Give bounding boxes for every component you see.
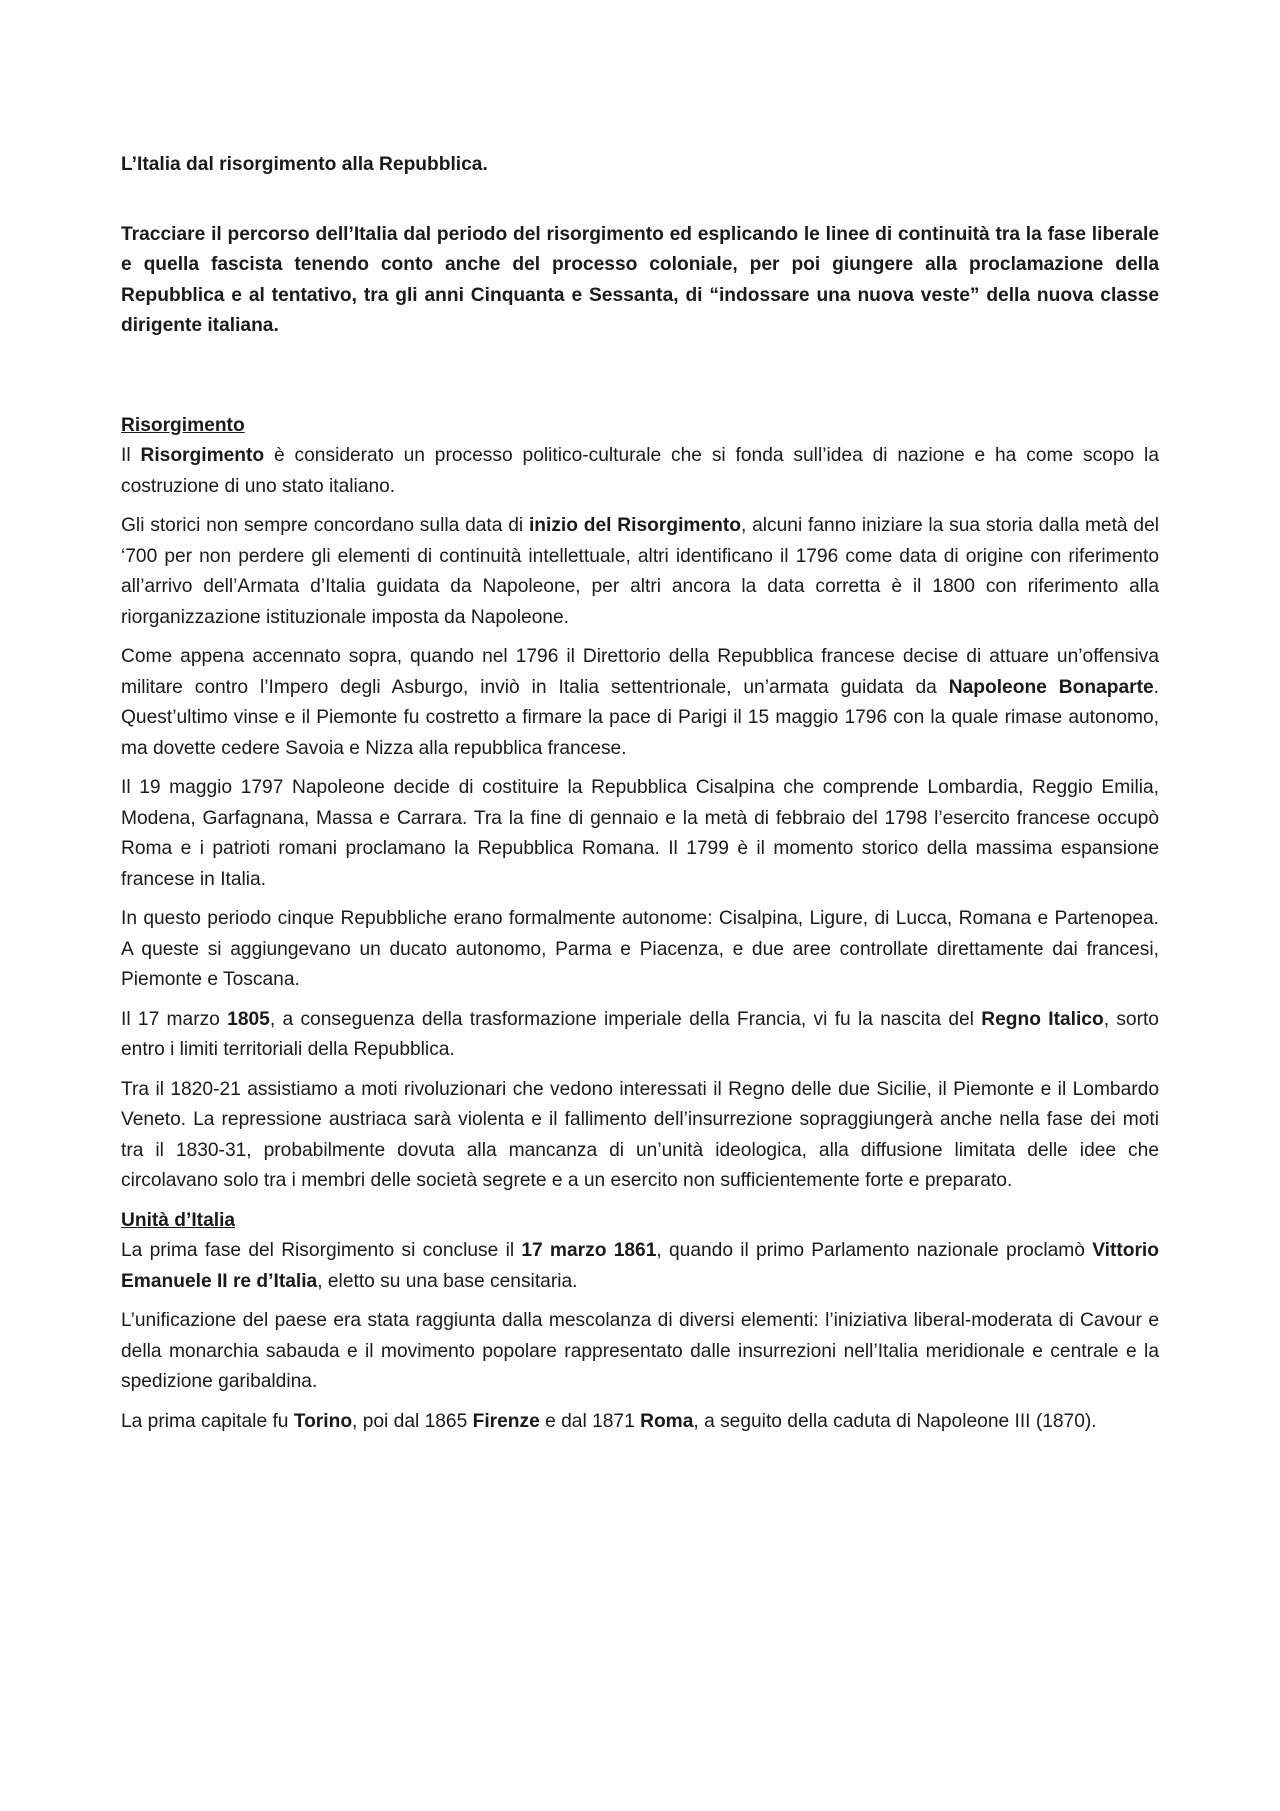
text-run: La prima capitale fu xyxy=(121,1410,294,1432)
text-run: L’unificazione del paese era stata raggiunta dalla mescolanza di diversi elementi: l’iniziativa liberal-moderata di Cavour e della monarchia sabauda e il movimento popolare rappresentato dalle insurrezioni nell’Italia meridionale e centrale e la spedizione garibaldina. xyxy=(121,1310,1159,1392)
text-run: , poi dal 1865 xyxy=(352,1410,473,1432)
text-run: La prima fase del Risorgimento si concluse il xyxy=(121,1240,522,1261)
bold-text: Regno Italico xyxy=(981,1008,1104,1030)
bold-text: 17 marzo 1861 xyxy=(521,1240,657,1261)
text-run: Il 19 maggio 1797 Napoleone decide di costituire la Repubblica Cisalpina che comprende Lombardia, Reggio Emilia, Modena, Garfagnana, Massa e Carrara. Tra la fine di gennaio e la metà di febbraio del 1798 l’esercito francese occupò Roma e i patrioti romani proclamano la Repubblica Romana. Il 1799 è il momento storico della massima espansione francese in Italia. xyxy=(121,777,1159,890)
document-intro: Tracciare il percorso dell’Italia dal periodo del risorgimento ed esplicando le linee di continuità tra la fase liberale e quella fascista tenendo conto anche del processo coloniale, per poi giungere alla proclamazione della Repubblica e al tentativo, tra gli anni Cinquanta e Sessanta, di “indossare una nuova veste” della nuova classe dirigente italiana. xyxy=(121,223,1159,336)
text-run: , alcuni fanno iniziare la sua storia dalla metà del ‘700 per non perdere gli elementi di continuità intellettuale, altri identificano il 1796 come data di origine con riferimento all’arrivo dell’Armata d’Italia guidata da Napoleone, per altri ancora la data corretta è il 1800 con riferimento alla riorganizzazione istituzionale imposta da Napoleone. xyxy=(121,515,1159,628)
section-heading: Unità d’Italia xyxy=(121,1209,236,1231)
text-run: , sorto entro i limiti territoriali della Repubblica. xyxy=(121,1008,1159,1060)
bold-text: Torino xyxy=(293,1410,353,1432)
paragraph xyxy=(121,441,1159,502)
section-risorgimento xyxy=(121,411,1159,1197)
text-run: e dal 1871 xyxy=(539,1410,641,1432)
section-body xyxy=(121,1236,1159,1437)
text-run: In questo periodo cinque Repubbliche erano formalmente autonome: Cisalpina, Ligure, di Lucca, Romana e Partenopea. A queste si aggiungevano un ducato autonomo, Parma e Piacenza, e due aree controllate direttamente dai francesi, Piemonte e Toscana. xyxy=(121,908,1159,990)
text-run: Il xyxy=(121,445,141,466)
text-run: , quando il primo Parlamento nazionale proclamò xyxy=(656,1240,1093,1261)
bold-text: Risorgimento xyxy=(140,445,265,466)
text-run: , eletto su una base censitaria. xyxy=(317,1270,578,1292)
bold-text: Firenze xyxy=(472,1410,540,1432)
paragraph xyxy=(121,1236,1159,1297)
text-run: è considerato un processo politico-culturale che si fonda sull’idea di nazione e ha come scopo la costruzione di uno stato italiano. xyxy=(121,445,1159,497)
text-run: Come appena accennato sopra, quando nel 1796 il Direttorio della Repubblica francese decise di attuare un’offensiva militare contro l’Impero degli Asburgo, inviò in Italia settentrionale, un’armata guidata da xyxy=(121,646,1159,698)
bold-text: Roma xyxy=(640,1410,694,1432)
text-run: , a seguito della caduta di Napoleone III (1870). xyxy=(693,1410,1097,1432)
section-body xyxy=(121,441,1159,1197)
text-run: Il 17 marzo xyxy=(121,1008,228,1030)
paragraph xyxy=(121,511,1159,633)
text-run: , a conseguenza della trasformazione imperiale della Francia, vi fu la nascita del xyxy=(269,1008,982,1030)
bold-text: Napoleone Bonaparte xyxy=(948,676,1154,698)
text-run: . Quest’ultimo vinse e il Piemonte fu costretto a firmare la pace di Parigi il 15 maggio 1796 con la quale rimase autonomo, ma dovette cedere Savoia e Nizza alla repubblica francese. xyxy=(121,676,1159,759)
bold-text: 1805 xyxy=(227,1008,270,1030)
text-run: Tra il 1820-21 assistiamo a moti rivoluzionari che vedono interessati il Regno delle due Sicilie, il Piemonte e il Lombardo Veneto. La repressione austriaca sarà violenta e il fallimento dell’insurrezione sopraggiungerà anche nella fase dei moti tra il 1830-31, probabilmente dovuta alla mancanza di un’unità ideologica, alla diffusione limitata delle idee che circolavano solo tra i membri delle società segrete e a un esercito non sufficientemente forte e preparato. xyxy=(121,1078,1159,1191)
paragraph xyxy=(121,642,1159,764)
section-heading: Risorgimento xyxy=(121,414,245,436)
paragraph xyxy=(121,1075,1159,1197)
paragraph xyxy=(121,773,1159,895)
section-unita-italia xyxy=(121,1206,1159,1438)
document-page xyxy=(121,150,1159,1446)
document-title: L’Italia dal risorgimento alla Repubblica. xyxy=(121,154,488,175)
bold-text: inizio del Risorgimento xyxy=(528,515,741,536)
paragraph xyxy=(121,1005,1159,1066)
paragraph xyxy=(121,904,1159,996)
paragraph xyxy=(121,1407,1159,1438)
text-run: Gli storici non sempre concordano sulla data di xyxy=(121,515,529,536)
paragraph xyxy=(121,1306,1159,1398)
bold-text: Vittorio Emanuele II re d’Italia xyxy=(121,1240,1159,1292)
